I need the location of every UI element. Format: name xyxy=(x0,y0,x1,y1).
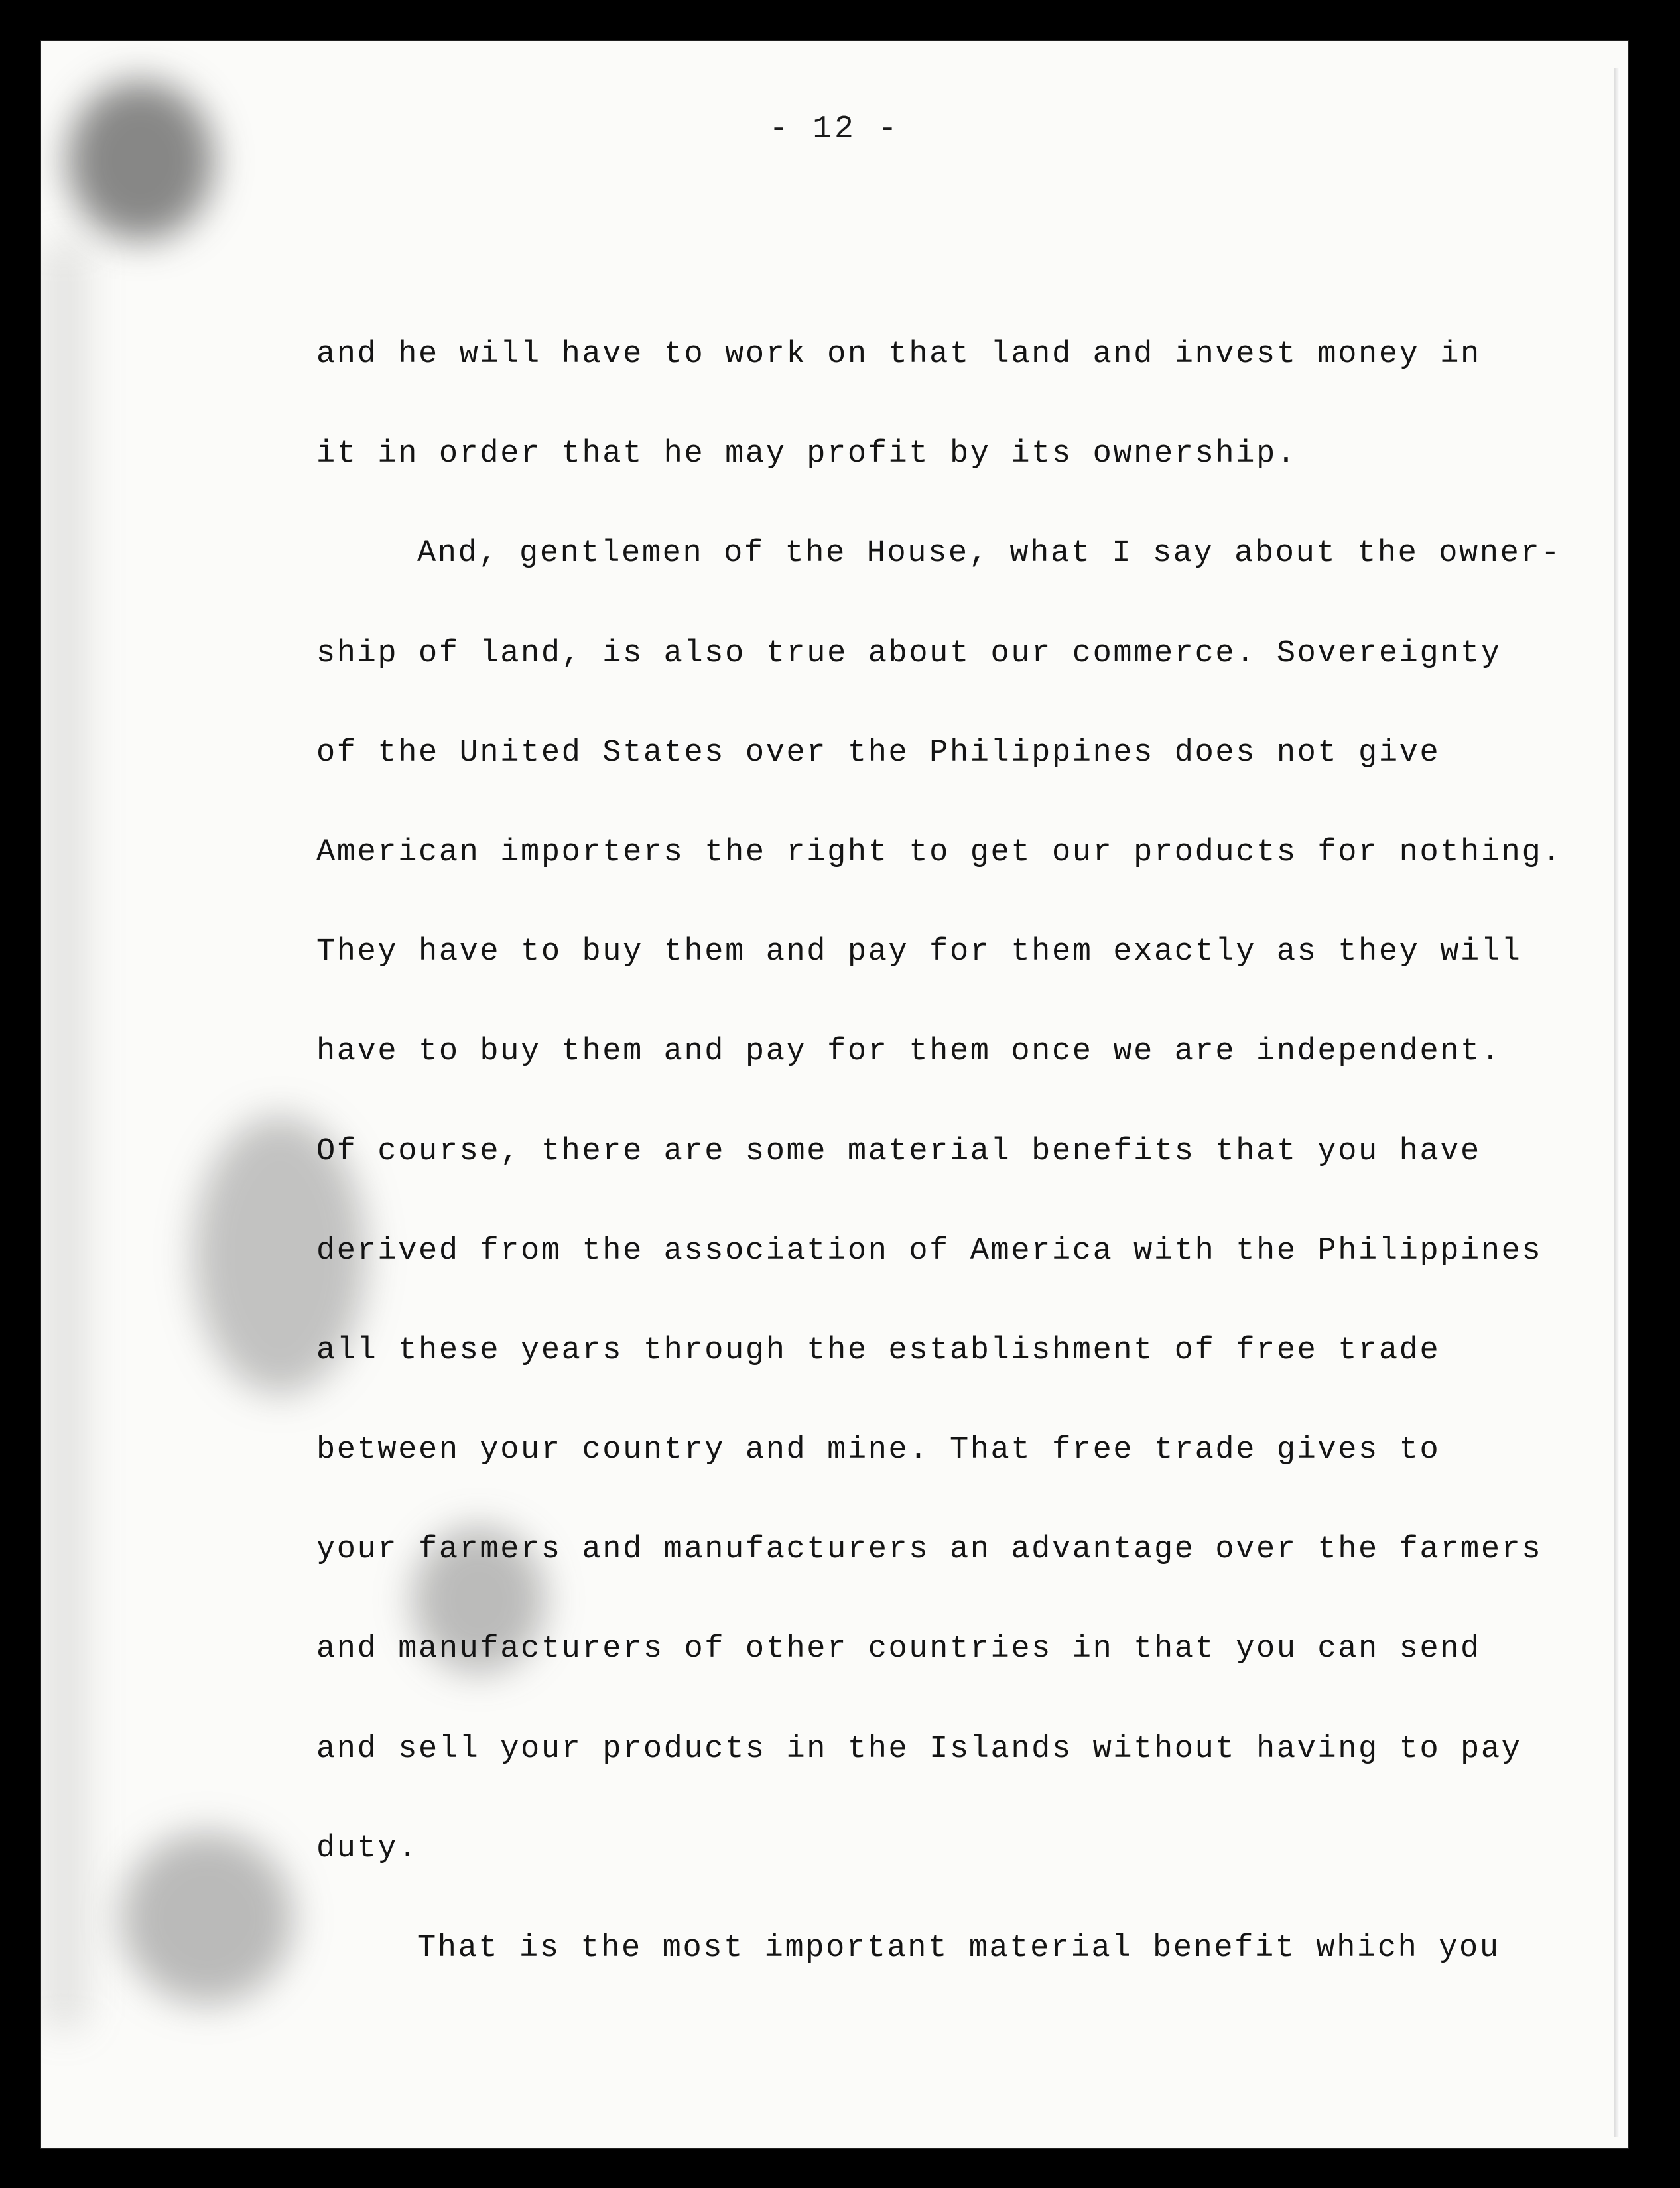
text-line: of the United States over the Philippines does not give xyxy=(316,735,1441,771)
text-line: and sell your products in the Islands without having to pay xyxy=(316,1731,1522,1767)
text-line: and he will have to work on that land and invest money in xyxy=(316,337,1481,372)
text-line: and manufacturers of other countries in that you can send xyxy=(316,1632,1481,1667)
text-line: have to buy them and pay for them once we are independent. xyxy=(316,1034,1502,1070)
text-line: it in order that he may profit by its ownership. xyxy=(316,436,1297,472)
scan-shadow-left xyxy=(41,240,88,2031)
text-line: derived from the association of America with the Philippines xyxy=(316,1233,1543,1269)
page-edge xyxy=(1614,68,1620,2137)
text-line: duty. xyxy=(316,1831,419,1866)
text-line: between your country and mine. That free trade gives to xyxy=(316,1433,1441,1468)
text-line: all these years through the establishment of free trade xyxy=(316,1332,1441,1368)
page-number: - 12 - xyxy=(769,111,900,147)
text-line: They have to buy them and pay for them exactly as they will xyxy=(316,934,1522,970)
text-line: Of course, there are some material benefits that you have xyxy=(316,1133,1481,1169)
text-line: your farmers and manufacturers an advantage over the farmers xyxy=(316,1532,1543,1568)
scan-smudge-bottom-left xyxy=(121,1832,293,2004)
document-page xyxy=(41,41,1628,2148)
scan-smudge-top-left xyxy=(68,81,214,240)
text-line: ship of land, is also true about our commerce. Sovereignty xyxy=(316,635,1502,671)
text-line: And, gentlemen of the House, what I say about the owner- xyxy=(417,536,1562,572)
text-line: That is the most important material benefit which you xyxy=(417,1931,1500,1966)
typed-text-body xyxy=(316,305,1603,1998)
text-line: American importers the right to get our products for nothing. xyxy=(316,834,1563,870)
